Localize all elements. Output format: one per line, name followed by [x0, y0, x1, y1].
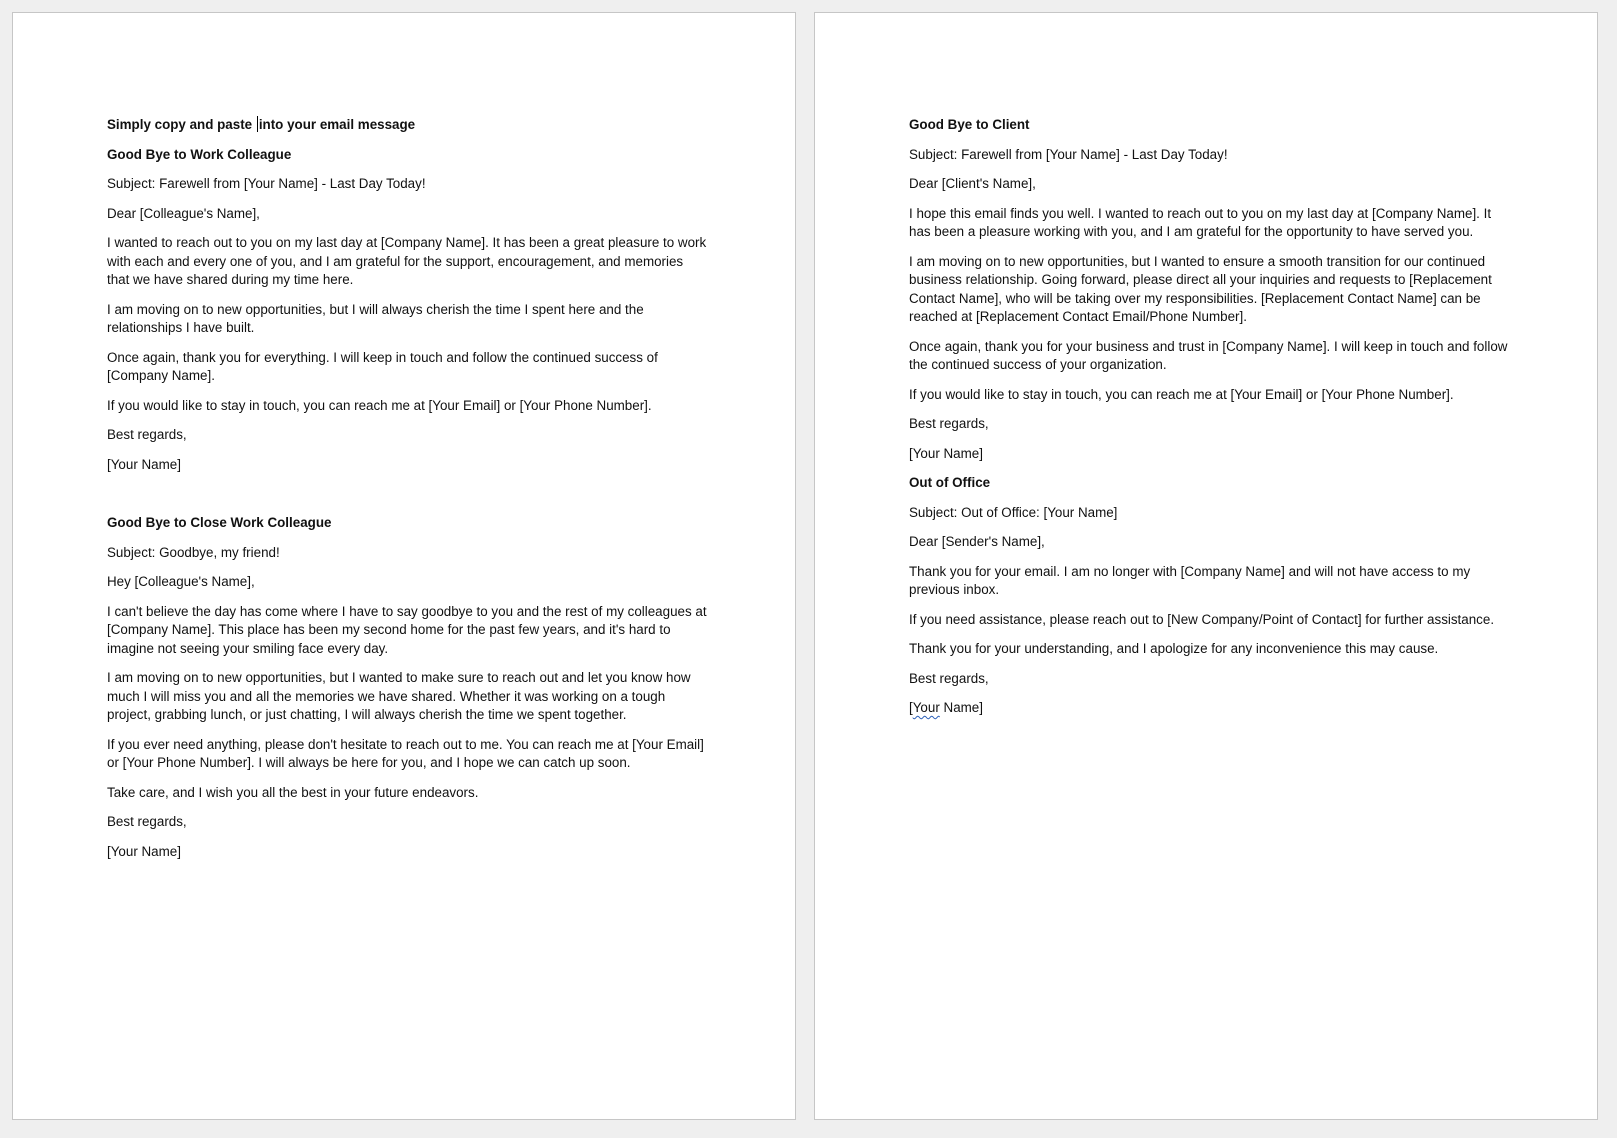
email-signature: [Your Name] — [909, 445, 983, 461]
section-heading-client: Good Bye to Client — [909, 117, 1030, 132]
email-closing: Best regards, — [909, 670, 989, 686]
email-paragraph: I can't believe the day has come where I have to say goodbye to you and the rest of my colleagues at [Company Name]. This place has been my second home for the past few years, and it's hard to imagine not seeing your smiling face every day. — [107, 603, 707, 656]
section-heading-work-colleague: Good Bye to Work Colleague — [107, 146, 292, 162]
signature-rest: Name] — [939, 700, 983, 715]
email-subject: Subject: Out of Office: [Your Name] — [909, 504, 1118, 520]
email-paragraph: Once again, thank you for your business and trust in [Company Name]. I will keep in touch and follow the continued success of your organization. — [909, 338, 1508, 372]
email-signature: [Your Name] — [107, 843, 181, 859]
intro-text-part2: into your email message — [258, 117, 416, 132]
email-subject: Subject: Farewell from [Your Name] - Last Day Today! — [107, 176, 426, 191]
page-2-text-body[interactable] — [909, 116, 1509, 729]
email-paragraph: I am moving on to new opportunities, but I will always cherish the time I spent here and the relationships I have built. — [107, 301, 644, 335]
email-signature — [909, 699, 1509, 718]
email-paragraph: If you would like to stay in touch, you can reach me at [Your Email] or [Your Phone Number]. — [107, 397, 652, 413]
email-greeting: Dear [Client's Name], — [909, 176, 1036, 191]
text-cursor — [257, 116, 258, 132]
email-paragraph: I am moving on to new opportunities, but I wanted to ensure a smooth transition for our continued business relationship. Going forward, please direct all your inquiries and requests to [Replacement Contact Name], who will be taking over my responsibilities. [Replacement Contact Name] can be reached at [Replacement Contact Email/Phone Number]. — [909, 253, 1492, 324]
email-paragraph: Once again, thank you for everything. I will keep in touch and follow the continued success of [Company Name]. — [107, 349, 658, 383]
email-closing: Best regards, — [107, 814, 187, 829]
email-signature: [Your Name] — [107, 456, 181, 472]
email-paragraph: I hope this email finds you well. I wanted to reach out to you on my last day at [Company Name]. It has been a pleasure working with you, and I am grateful for the opportunity to have served you. — [909, 205, 1492, 239]
email-paragraph: Thank you for your understanding, and I apologize for any inconvenience this may cause. — [909, 641, 1439, 656]
section-heading-close-colleague: Good Bye to Close Work Colleague — [107, 515, 332, 530]
email-subject: Subject: Goodbye, my friend! — [107, 544, 280, 560]
email-closing: Best regards, — [909, 416, 989, 431]
spellcheck-flagged-word[interactable]: Your — [912, 700, 940, 715]
email-paragraph: Thank you for your email. I am no longer with [Company Name] and will not have access to my previous inbox. — [909, 563, 1471, 597]
email-paragraph: Take care, and I wish you all the best in your future endeavors. — [107, 784, 479, 800]
page-1-text-body[interactable] — [107, 116, 707, 872]
email-paragraph: If you would like to stay in touch, you can reach me at [Your Email] or [Your Phone Number]. — [909, 386, 1454, 402]
email-subject: Subject: Farewell from [Your Name] - Last Day Today! — [909, 146, 1228, 162]
email-paragraph: I am moving on to new opportunities, but I wanted to make sure to reach out and let you know how much I will miss you and all the memories we have shared. Whether it was working on a tough project, grabbing lunch, or just chatting, I will always cherish the time we spent together. — [107, 670, 691, 722]
email-greeting: Dear [Colleague's Name], — [107, 205, 260, 221]
intro-text-part1: Simply copy and paste — [107, 117, 256, 132]
document-page-1[interactable] — [12, 12, 796, 1120]
document-page-2[interactable] — [814, 12, 1598, 1120]
email-paragraph: If you ever need anything, please don't hesitate to reach out to me. You can reach me at [Your Email] or [Your Phone Number]. I will always be here for you, and I hope we can catch up soon. — [107, 736, 704, 770]
signature-bracket-open: [ — [909, 700, 913, 715]
email-closing: Best regards, — [107, 427, 187, 442]
section-heading-out-of-office: Out of Office — [909, 475, 991, 490]
intro-line — [107, 116, 707, 135]
email-paragraph: If you need assistance, please reach out to [New Company/Point of Contact] for further assistance. — [909, 611, 1495, 627]
email-greeting: Hey [Colleague's Name], — [107, 574, 255, 589]
email-greeting: Dear [Sender's Name], — [909, 534, 1045, 549]
email-paragraph: I wanted to reach out to you on my last day at [Company Name]. It has been a great pleasure to work with each and every one of you, and I am grateful for the support, encouragement, and memories that we have shared during my time here. — [107, 235, 707, 287]
